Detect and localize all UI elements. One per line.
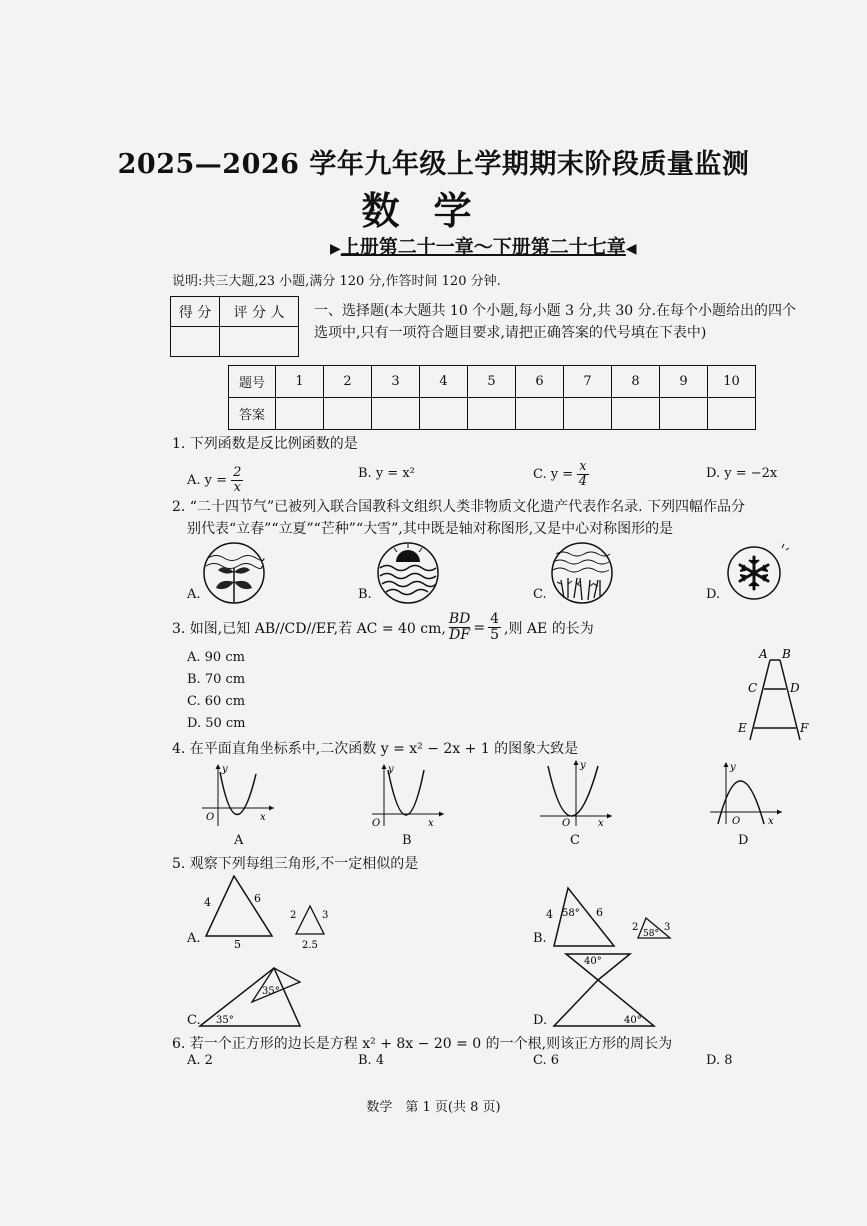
q3-equals: = (473, 619, 486, 636)
angle-label: 58° (643, 929, 659, 939)
q2-label-b: B. (358, 587, 372, 602)
subject-title: 数学 (361, 188, 506, 233)
q1-a-denominator: x (233, 480, 241, 495)
question-2-stem-line2: 别代表“立春”“立夏”“芒种”“大雪”,其中既是轴对称图形,又是中心对称图形的是 (187, 521, 674, 537)
side-label: 5 (234, 938, 241, 951)
q6-option-c: C. 6 (533, 1053, 560, 1068)
question-5-stem: 5. 观察下列每组三角形,不一定相似的是 (172, 856, 419, 872)
q4-label-c: C (570, 833, 580, 848)
q5-triangles-a (196, 870, 336, 952)
snowflake-emblem-icon (720, 540, 790, 606)
score-cell[interactable] (171, 327, 220, 357)
grain-emblem-icon (548, 540, 618, 606)
page-footer: 数学 第 1 页(共 8 页) (366, 1100, 501, 1115)
axis-x-label: x (260, 812, 266, 823)
side-label: 3 (322, 910, 329, 921)
side-label: 6 (596, 906, 603, 919)
side-label: 6 (254, 892, 261, 905)
q1-option-a-text: A. y = (187, 473, 228, 488)
fig-label-f: F (800, 721, 809, 735)
q3-stem-part-b: ,则 AE 的长为 (504, 620, 594, 637)
parallel-lines-figure (730, 644, 820, 744)
fig-label-c: C (748, 681, 758, 695)
q1-c-denominator: 4 (578, 474, 588, 489)
scope-text: 上册第二十一章～下册第二十七章 (340, 236, 626, 258)
q5-triangles-b (546, 882, 686, 952)
angle-label: 35° (262, 986, 280, 997)
exam-note: 说明:共三大题,23 小题,满分 120 分,作答时间 120 分钟. (172, 274, 501, 289)
fig-label-e: E (738, 721, 747, 735)
question-number: 5 (468, 366, 516, 398)
q1-option-c (533, 460, 589, 489)
angle-label: 40° (584, 956, 602, 967)
question-number: 10 (708, 366, 756, 398)
section-one-heading: 一、选择题(本大题共 10 个小题,每小题 3 分,共 30 分.在每个小题给出的四个选项中,只有一项符合题目要求,请把正确答案的代号填在下表中) (314, 303, 797, 341)
q4-graph-c (536, 756, 616, 828)
fig-label-b: B (782, 647, 791, 661)
q1-a-numerator: 2 (233, 465, 242, 480)
question-6-stem: 6. 若一个正方形的边长是方程 x² + 8x − 20 = 0 的一个根,则该正方形的周长为 (172, 1036, 673, 1052)
q2-label-c: C. (533, 587, 547, 602)
q6-option-b: B. 4 (358, 1053, 385, 1068)
origin-label: O (732, 816, 741, 827)
answer-row-label: 答案 (229, 398, 276, 430)
q1-option-b: B. y = x² (358, 466, 415, 481)
angle-label: 40° (624, 1015, 642, 1026)
answer-table (228, 365, 756, 430)
axis-y-label: y (388, 764, 394, 775)
answer-cell[interactable] (468, 398, 516, 430)
side-label: 3 (664, 922, 671, 933)
q4-label-b: B (402, 833, 412, 848)
side-label: 2.5 (302, 940, 318, 951)
axis-x-label: x (428, 818, 434, 828)
answer-cell[interactable] (372, 398, 420, 430)
q1-option-d: D. y = −2x (706, 466, 778, 481)
question-number: 2 (324, 366, 372, 398)
answer-cell[interactable] (420, 398, 468, 430)
q4-graph-d (706, 758, 786, 828)
q2-label-a: A. (187, 587, 201, 602)
scope-banner (330, 232, 637, 259)
fig-label-d: D (790, 681, 800, 695)
side-label: 4 (546, 908, 553, 921)
q6-option-a: A. 2 (187, 1053, 213, 1068)
answer-cell[interactable] (324, 398, 372, 430)
axis-y-label: y (222, 764, 228, 775)
axis-y-label: y (730, 762, 736, 773)
q4-label-a: A (234, 833, 244, 848)
q6-option-d: D. 8 (706, 1053, 733, 1068)
question-number: 8 (612, 366, 660, 398)
q5-label-a: A. (187, 931, 201, 946)
q3-option-c: C. 60 cm (187, 694, 246, 709)
q2-label-d: D. (706, 587, 721, 602)
question-number: 6 (516, 366, 564, 398)
summer-emblem-icon (374, 540, 444, 606)
q1-c-numerator: x (579, 459, 587, 474)
q4-label-d: D (738, 833, 749, 848)
q5-triangles-d (546, 950, 666, 1030)
axis-x-label: x (598, 818, 604, 828)
question-number: 4 (420, 366, 468, 398)
fig-label-a: A (759, 647, 768, 661)
question-2-stem-line1: 2. “二十四节气”已被列入联合国教科文组织人类非物质文化遗产代表作名录. 下列四幅作品分 (172, 499, 746, 515)
angle-label: 58° (562, 908, 580, 919)
axis-x-label: x (768, 816, 774, 827)
origin-label: O (372, 818, 381, 828)
triangle-left-icon: ◀ (625, 241, 637, 257)
score-box (170, 296, 299, 357)
exam-title: 2025—2026 学年九年级上学期期末阶段质量监测 (117, 149, 750, 180)
answer-cell[interactable] (708, 398, 756, 430)
grader-cell[interactable] (220, 327, 299, 357)
answer-cell[interactable] (516, 398, 564, 430)
answer-cell[interactable] (660, 398, 708, 430)
question-number: 7 (564, 366, 612, 398)
q3-value-numerator: 4 (490, 611, 500, 627)
q3-stem-part-a: 3. 如图,已知 AB//CD//EF,若 AC = 40 cm, (172, 620, 446, 637)
question-3-stem (172, 612, 594, 643)
question-number: 3 (372, 366, 420, 398)
q1-option-c-text: C. y = (533, 467, 574, 482)
q5-triangles-c (196, 960, 316, 1030)
q4-graph-b (368, 760, 448, 828)
q5-label-d: D. (533, 1013, 548, 1028)
side-label: 2 (632, 922, 639, 933)
score-label: 得 分 (171, 297, 220, 327)
q5-label-b: B. (533, 931, 547, 946)
spring-emblem-icon (200, 540, 270, 606)
triangle-right-icon: ▶ (330, 241, 341, 257)
q3-value-denominator: 5 (490, 627, 500, 643)
question-4-stem: 4. 在平面直角坐标系中,二次函数 y = x² − 2x + 1 的图象大致是 (172, 741, 579, 757)
origin-label: O (206, 812, 215, 823)
q3-option-b: B. 70 cm (187, 672, 246, 687)
question-number: 9 (660, 366, 708, 398)
grader-label: 评 分 人 (220, 297, 299, 327)
q1-option-a (187, 466, 243, 495)
side-label: 2 (290, 910, 297, 921)
answer-cell[interactable] (276, 398, 324, 430)
q3-option-d: D. 50 cm (187, 716, 246, 731)
answer-cell[interactable] (564, 398, 612, 430)
question-1-stem: 1. 下列函数是反比例函数的是 (172, 436, 358, 452)
angle-label: 35° (216, 1015, 234, 1026)
question-number: 1 (276, 366, 324, 398)
origin-label: O (562, 818, 571, 828)
q3-option-a: A. 90 cm (187, 650, 245, 665)
q4-graph-a (198, 760, 278, 828)
q5-label-c: C. (187, 1013, 201, 1028)
side-label: 4 (204, 896, 211, 909)
axis-y-label: y (580, 760, 586, 771)
q3-ratio-denominator: DF (449, 627, 471, 643)
answer-table-header: 题号 (229, 366, 276, 398)
answer-cell[interactable] (612, 398, 660, 430)
q3-ratio-numerator: BD (448, 611, 471, 627)
